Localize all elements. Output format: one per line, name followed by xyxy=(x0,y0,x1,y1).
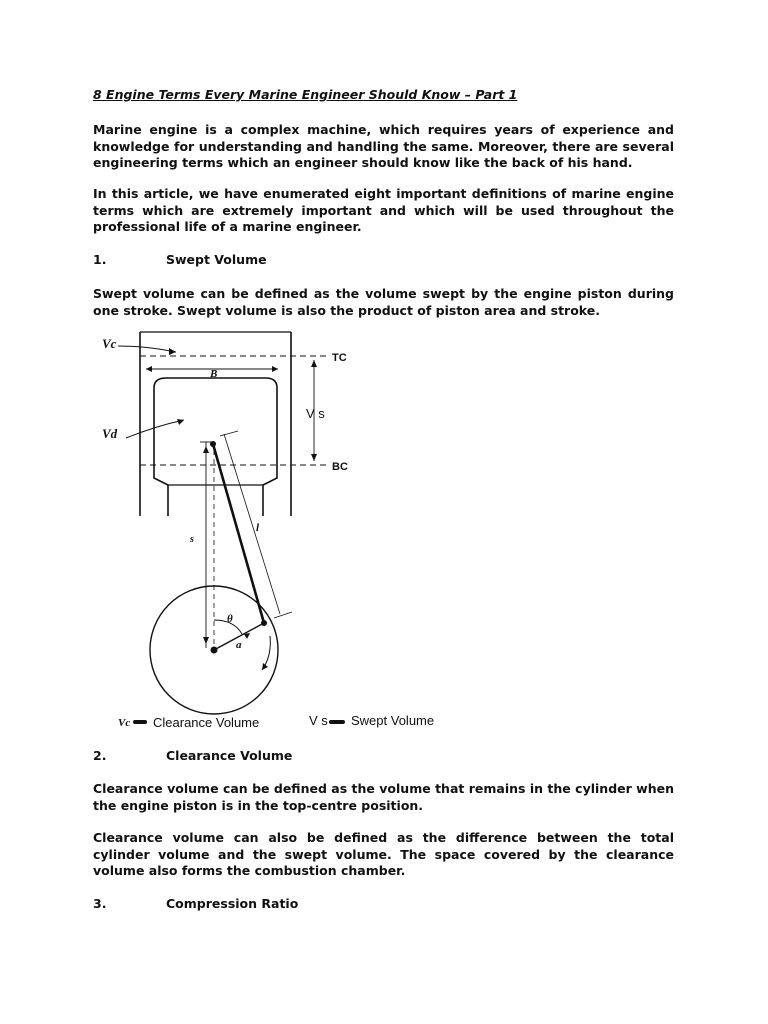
label-bc: BC xyxy=(332,461,348,473)
section-title: Swept Volume xyxy=(166,252,267,267)
label-theta: θ xyxy=(227,613,233,625)
section-number: 1. xyxy=(93,252,107,267)
engine-cylinder-diagram xyxy=(96,330,456,740)
legend-vs-text: Swept Volume xyxy=(351,713,435,728)
legend-vc-symbol: Vc xyxy=(118,717,131,729)
legend-vs-symbol: V s xyxy=(309,713,328,728)
section-heading-compression-ratio xyxy=(93,896,298,911)
section-number: 3. xyxy=(93,896,107,911)
legend-vc-text: Clearance Volume xyxy=(153,715,260,730)
article-title: 8 Engine Terms Every Marine Engineer Should Know – Part 1 xyxy=(93,87,518,102)
intro-paragraph-2: In this article, we have enumerated eight important definitions of marine engine terms which are extremely important and which will be used throughout the professional life of a marine engineer. xyxy=(93,186,674,235)
section-heading-clearance-volume xyxy=(93,748,292,763)
clearance-volume-paragraph-1: Clearance volume can be defined as the volume that remains in the cylinder when the engine piston is in the top-centre position. xyxy=(93,781,674,813)
label-s: s xyxy=(190,534,194,545)
label-vd: Vd xyxy=(102,426,118,441)
section-heading-swept-volume xyxy=(93,252,267,267)
section-title: Compression Ratio xyxy=(166,896,299,911)
label-a: a xyxy=(236,639,242,651)
section-number: 2. xyxy=(93,748,107,763)
label-vs: V s xyxy=(306,406,325,421)
label-vc: Vc xyxy=(102,336,117,351)
label-tc: TC xyxy=(332,352,347,364)
label-b: B xyxy=(210,368,218,380)
section-title: Clearance Volume xyxy=(166,748,293,763)
swept-volume-paragraph: Swept volume can be defined as the volume swept by the engine piston during one stroke. Swept volume is also the product of piston area and stroke. xyxy=(93,286,674,318)
label-l: l xyxy=(256,522,260,534)
clearance-volume-paragraph-2: Clearance volume can also be defined as the difference between the total cylinder volume and the swept volume. The space covered by the clearance volume also forms the combustion chamber. xyxy=(93,830,674,879)
intro-paragraph-1: Marine engine is a complex machine, which requires years of experience and knowledge for understanding and handling the same. Moreover, there are several engineering terms which an engineer should know like the back of his hand. xyxy=(93,122,674,171)
